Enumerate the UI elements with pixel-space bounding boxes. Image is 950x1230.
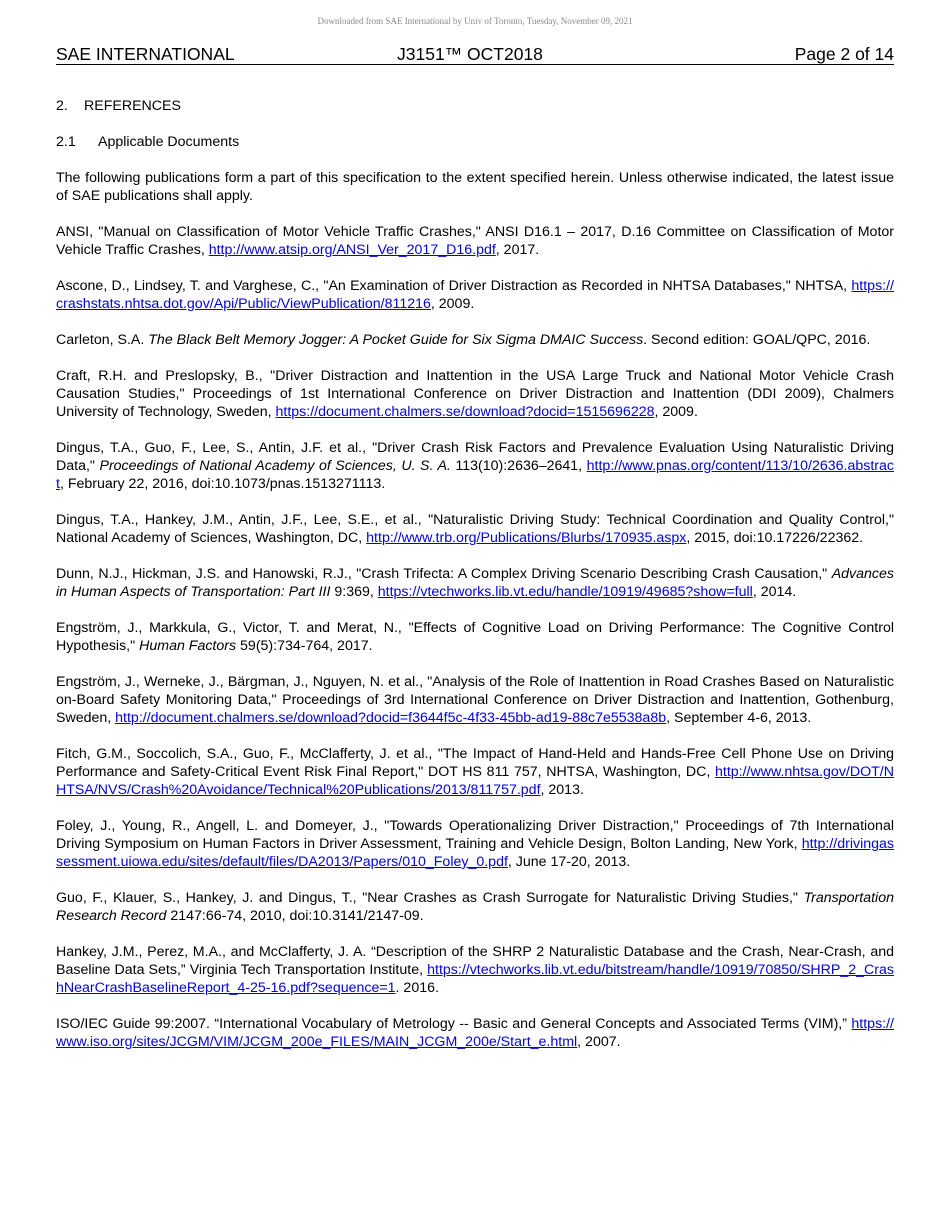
reference-text: , 2009. [654, 404, 698, 420]
reference-publication-title: The Black Belt Memory Jogger: A Pocket Guide for Six Sigma DMAIC Success [148, 332, 644, 348]
reference-text: Guo, F., Klauer, S., Hankey, J. and Dingus, T., "Near Crashes as Crash Surrogate for Naturalistic Driving Studies," [56, 890, 804, 906]
reference-text: Carleton, S.A. [56, 332, 149, 348]
reference-text: Dingus, T.A., Hankey, J.M., Antin, J.F., Lee, S.E., et al., "Naturalistic Driving Study: Technical Coordination and Quality Control," National Academy of Sciences, Washington, DC, [56, 512, 894, 546]
reference-text: Engström, J., Markkula, G., Victor, T. and Merat, N., "Effects of Cognitive Load on Driving Performance: The Cognitive Control Hypothesis," [56, 620, 894, 654]
reference-text: Hankey, J.M., Perez, M.A., and McClafferty, J. A. “Description of the SHRP 2 Naturalistic Database and the Crash, Near-Crash, and Baseline Data Sets,” Virginia Tech Transportation Institute, [56, 944, 894, 978]
reference-text: Fitch, G.M., Soccolich, S.A., Guo, F., McClafferty, J. et al., "The Impact of Hand-Held and Hands-Free Cell Phone Use on Driving Performance and Safety-Critical Event Risk Final Report," DOT HS 811 757, NHTSA, Washington, DC, [56, 746, 894, 780]
reference-text: ISO/IEC Guide 99:2007. “International Vocabulary of Metrology -- Basic and General Concepts and Associated Terms (VIM),” [56, 1016, 852, 1032]
reference-text: , June 17-20, 2013. [507, 854, 631, 870]
header-page-number: Page 2 of 14 [794, 44, 894, 64]
reference-link[interactable]: http://document.chalmers.se/download?docid=f3644f5c-4f33-45bb-ad19-88c7e5538a8b [115, 710, 667, 726]
reference-link[interactable]: https://crashstats.nhtsa.dot.gov/Api/Public/ViewPublication/811216 [56, 278, 894, 312]
reference-entry [56, 277, 894, 313]
reference-entry [56, 511, 894, 547]
header-document-id: J3151™ OCT2018 [397, 44, 543, 64]
reference-link[interactable]: http://www.trb.org/Publications/Blurbs/170935.aspx [366, 530, 687, 546]
reference-text: 2147:66-74, 2010, doi:10.3141/2147-09. [166, 908, 424, 924]
reference-text: , 2007. [577, 1034, 621, 1050]
reference-link[interactable]: https://document.chalmers.se/download?docid=1515696228 [275, 404, 655, 420]
intro-paragraph: The following publications form a part of this specification to the extent specified herein. Unless otherwise indicated, the latest issue of SAE publications shall apply. [56, 170, 894, 204]
reference-entry [56, 817, 894, 871]
document-body [56, 97, 894, 1069]
reference-text: ANSI, "Manual on Classification of Motor Vehicle Traffic Crashes," ANSI D16.1 – 2017, D.16 Committee on Classification of Motor Vehicle Traffic Crashes, [56, 224, 894, 258]
reference-text: Craft, R.H. and Preslopsky, B., "Driver Distraction and Inattention in the USA Large Truck and National Motor Vehicle Crash Causation Studies," Proceedings of 1st International Conference on Driver Distraction and Inattention (DDI 2009), Chalmers University of Technology, Sweden, [56, 368, 894, 420]
reference-entry [56, 745, 894, 799]
reference-entry [56, 673, 894, 727]
reference-publication-title: Advances in Human Aspects of Transportation: Part III [56, 566, 894, 600]
reference-text: Dingus, T.A., Guo, F., Lee, S., Antin, J.F. et al., "Driver Crash Risk Factors and Prevalence Evaluation Using Naturalistic Driving Data," [56, 440, 894, 474]
reference-entry [56, 889, 894, 925]
reference-entry [56, 943, 894, 997]
reference-entry [56, 565, 894, 601]
reference-entry [56, 367, 894, 421]
reference-link[interactable]: http://www.atsip.org/ANSI_Ver_2017_D16.pdf [208, 242, 496, 258]
reference-entry [56, 223, 894, 259]
reference-text: 59(5):734-764, 2017. [236, 638, 373, 654]
page-header [56, 44, 894, 65]
reference-entry [56, 1015, 894, 1051]
subsection-number: 2.1 [56, 134, 76, 150]
reference-link[interactable]: https://vtechworks.lib.vt.edu/bitstream/handle/10919/70850/SHRP_2_CrashNearCrashBaselineReport_4-25-16.pdf?sequence=1 [56, 962, 894, 996]
reference-entry [56, 331, 894, 349]
reference-entry [56, 619, 894, 655]
reference-link[interactable]: https://www.iso.org/sites/JCGM/VIM/JCGM_200e_FILES/MAIN_JCGM_200e/Start_e.html [56, 1016, 894, 1050]
reference-text: , 2009. [430, 296, 475, 312]
reference-link[interactable]: http://drivingassessment.uiowa.edu/sites/default/files/DA2013/Papers/010_Foley_0.pdf [56, 836, 894, 870]
reference-text: 9:369, [330, 584, 378, 600]
reference-text: Engström, J., Werneke, J., Bärgman, J., Nguyen, N. et al., "Analysis of the Role of Inattention in Road Crashes Based on Naturalistic on-Board Safety Monitoring Data," Proceedings of 3rd International Conference on Driver Distraction and Inattention, Gothenburg, Sweden, [56, 674, 894, 726]
section-heading [56, 97, 894, 115]
reference-text: , 2015, doi:10.17226/22362. [686, 530, 864, 546]
reference-text: . Second edition: GOAL/QPC, 2016. [643, 332, 871, 348]
reference-link[interactable]: http://www.nhtsa.gov/DOT/NHTSA/NVS/Crash%20Avoidance/Technical%20Publications/2013/811757.pdf [56, 764, 894, 798]
reference-list [56, 223, 894, 1051]
reference-text: Foley, J., Young, R., Angell, L. and Domeyer, J., "Towards Operationalizing Driver Distraction," Proceedings of 7th International Driving Symposium on Human Factors in Driver Assessment, Training and Vehicle Design, Bolton Landing, New York, [56, 818, 894, 852]
reference-text: , 2017. [495, 242, 540, 258]
reference-link[interactable]: https://vtechworks.lib.vt.edu/handle/10919/49685?show=full [377, 584, 753, 600]
section-number: 2. [56, 98, 68, 114]
reference-text: , September 4-6, 2013. [666, 710, 812, 726]
reference-entry [56, 439, 894, 493]
reference-link[interactable]: http://www.pnas.org/content/113/10/2636.abstract [56, 458, 894, 492]
download-watermark: Downloaded from SAE International by Univ of Toronto, Tuesday, November 09, 2021 [317, 16, 633, 26]
reference-text: Dunn, N.J., Hickman, J.S. and Hanowski, R.J., "Crash Trifecta: A Complex Driving Scenario Describing Crash Causation," [56, 566, 832, 582]
reference-text: , 2014. [752, 584, 797, 600]
section-title: REFERENCES [84, 98, 181, 114]
subsection-title: Applicable Documents [98, 134, 240, 150]
reference-text: . 2016. [395, 980, 439, 996]
reference-text: , February 22, 2016, doi:10.1073/pnas.1513271113. [59, 476, 386, 492]
reference-text: 113(10):2636–2641, [450, 458, 587, 474]
reference-publication-title: Proceedings of National Academy of Sciences, U. S. A. [99, 458, 451, 474]
reference-text: , 2013. [540, 782, 584, 798]
reference-text: Ascone, D., Lindsey, T. and Varghese, C., "An Examination of Driver Distraction as Recorded in NHTSA Databases," NHTSA, [56, 278, 852, 294]
reference-publication-title: Human Factors [139, 638, 237, 654]
header-organization: SAE INTERNATIONAL [56, 44, 235, 64]
subsection-heading [56, 133, 894, 151]
reference-publication-title: Transportation Research Record [56, 890, 894, 924]
